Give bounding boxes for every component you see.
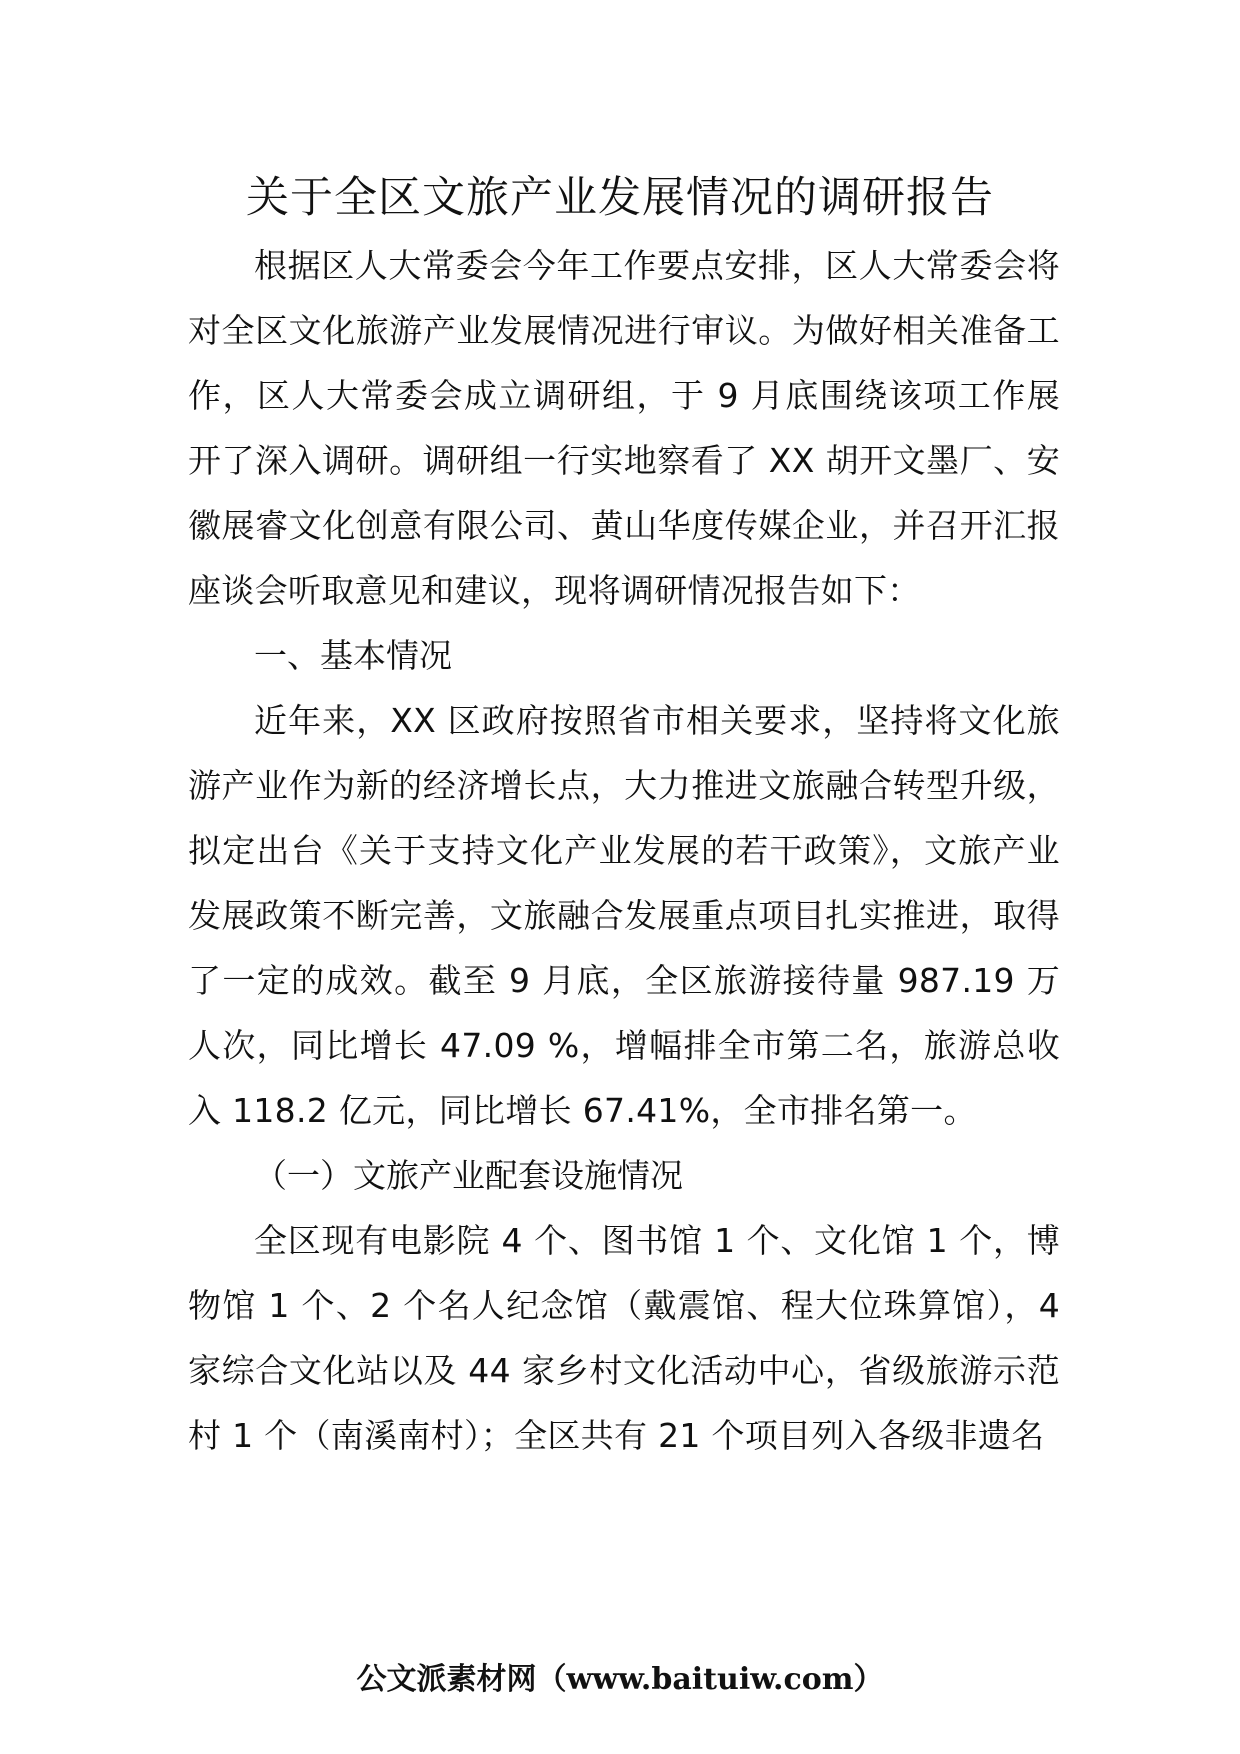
intro-paragraph: 根据区人大常委会今年工作要点安排，区人大常委会将对全区文化旅游产业发展情况进行审议。为做好相关准备工作，区人大常委会成立调研组，于 9 月底围绕该项工作展开了深入调研。调研组一行实地察看了 XX 胡开文墨厂、安徽展睿文化创意有限公司、黄山华度传媒企业，并召开汇报座谈会听取意见和建议，现将调研情况报告如下： (188, 246, 1060, 610)
subsection-heading-facilities: （一）文旅产业配套设施情况 (254, 1156, 683, 1195)
section-paragraph-basic: 近年来，XX 区政府按照省市相关要求，坚持将文化旅游产业作为新的经济增长点，大力推进文旅融合转型升级，拟定出台《关于支持文化产业发展的若干政策》，文旅产业发展政策不断完善，文旅融合发展重点项目扎实推进，取得了一定的成效。截至 9 月底，全区旅游接待量 987.19 万人次，同比增长 47.09 %，增幅排全市第二名，旅游总收入 118.2 亿元，同比增长 67.41%，全市排名第一。 (188, 701, 1060, 1130)
section-heading-basic: 一、基本情况 (254, 636, 452, 675)
document-body (188, 233, 1060, 1468)
document-title: 关于全区文旅产业发展情况的调研报告 (246, 173, 994, 223)
footer-watermark: 公文派素材网（www.baituiw.com） (356, 1662, 884, 1697)
subsection-paragraph-facilities: 全区现有电影院 4 个、图书馆 1 个、文化馆 1 个，博物馆 1 个、2 个名人纪念馆（戴震馆、程大位珠算馆），4 家综合文化站以及 44 家乡村文化活动中心，省级旅游示范村 1 个（南溪南村）；全区共有 21 个项目列入各级非遗名 (188, 1221, 1060, 1455)
